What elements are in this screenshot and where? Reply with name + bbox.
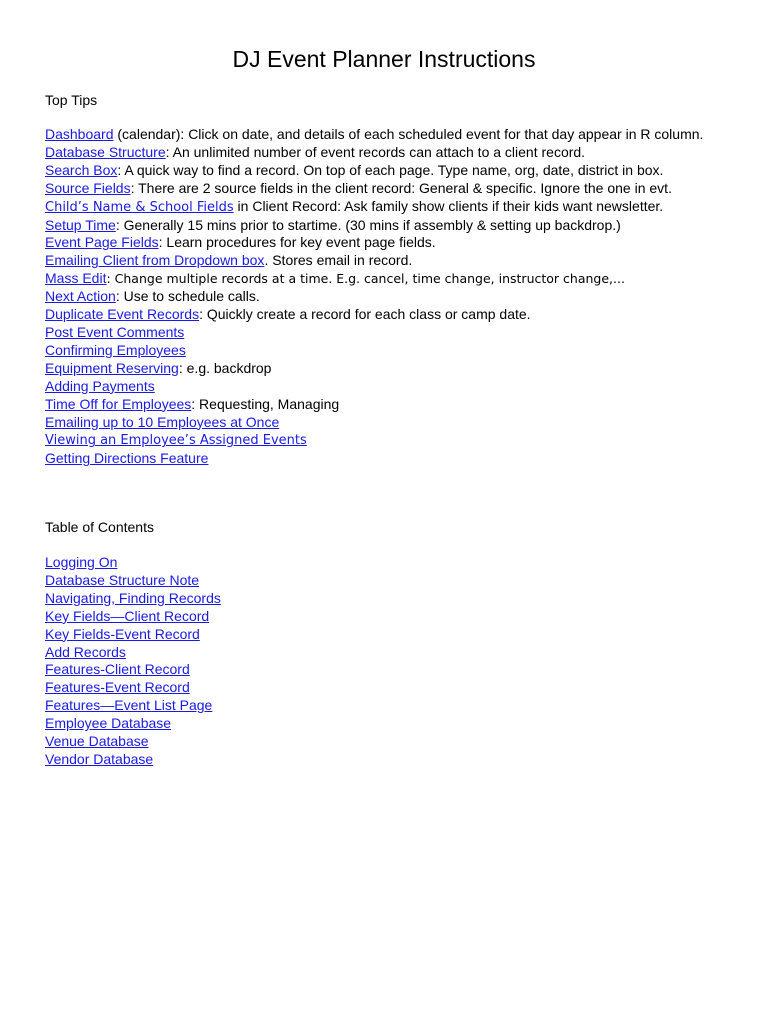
tip-description: : A quick way to find a record. On top of each page. Type name, org, date, district in box.: [117, 161, 664, 178]
tip-link-adding-payments[interactable]: Adding Payments: [45, 377, 155, 394]
tip-item: [45, 342, 735, 360]
toc-link-logging-on[interactable]: Logging On: [45, 554, 118, 570]
tip-item: [45, 162, 735, 180]
toc-item: [45, 590, 735, 608]
toc-item: [45, 572, 735, 590]
tip-item: [45, 414, 735, 432]
page-title: DJ Event Planner Instructions: [232, 46, 536, 72]
tip-item: [45, 217, 735, 235]
toc-link-features-event-record[interactable]: Features-Event Record: [45, 679, 190, 696]
toc-link-key-fields-event-record[interactable]: Key Fields-Event Record: [45, 625, 200, 642]
toc-item: [45, 661, 735, 679]
tip-description: : Change multiple records at a time. E.g. cancel, time change, instructor change,...: [106, 271, 625, 287]
toc-link-employee-database[interactable]: Employee Database: [45, 715, 172, 732]
tip-link-source-fields[interactable]: Source Fields: [45, 179, 131, 196]
toc-item: [45, 697, 735, 715]
toc-item: [45, 715, 735, 733]
tip-link-search-box[interactable]: Search Box: [45, 161, 118, 178]
tip-item: [45, 198, 735, 217]
top-tips-list: [45, 126, 735, 468]
tip-link-emailing-client-dropdown[interactable]: Emailing Client from Dropdown box: [45, 252, 265, 269]
tip-link-database-structure[interactable]: Database Structure: [45, 143, 166, 160]
tip-description: : Learn procedures for key event page fields.: [158, 234, 436, 251]
toc-item: [45, 751, 735, 769]
toc-item: [45, 608, 735, 626]
toc-link-navigating-finding-records[interactable]: Navigating, Finding Records: [45, 589, 221, 606]
tip-link-setup-time[interactable]: Setup Time: [45, 216, 116, 233]
tip-item: [45, 126, 735, 144]
toc-link-features-client-record[interactable]: Features-Client Record: [45, 661, 190, 678]
tip-link-event-page-fields[interactable]: Event Page Fields: [45, 234, 159, 251]
tip-item: [45, 306, 735, 324]
tip-item: [45, 431, 735, 450]
tip-description: : Quickly create a record for each class or camp date.: [199, 306, 531, 323]
toc-item: [45, 733, 735, 751]
tip-item: [45, 360, 735, 378]
tip-link-confirming-employees[interactable]: Confirming Employees: [45, 341, 186, 358]
tip-link-emailing-10-employees[interactable]: Emailing up to 10 Employees at Once: [45, 413, 280, 430]
table-of-contents: [45, 554, 735, 769]
tip-link-mass-edit[interactable]: Mass Edit: [45, 270, 107, 287]
tip-item: [45, 252, 735, 270]
toc-link-database-structure-note[interactable]: Database Structure Note: [45, 571, 200, 588]
toc-link-vendor-database[interactable]: Vendor Database: [45, 750, 154, 767]
tip-description: (calendar): Click on date, and details of each scheduled event for that day appear in R column.: [113, 126, 704, 142]
tip-link-childs-name-school-fields[interactable]: Child’s Name & School Fields: [45, 199, 234, 215]
tip-item: [45, 324, 735, 342]
toc-item: [45, 679, 735, 697]
tip-link-post-event-comments[interactable]: Post Event Comments: [45, 323, 185, 340]
toc-link-venue-database[interactable]: Venue Database: [45, 733, 149, 750]
tip-item: [45, 396, 735, 414]
tip-description: : Use to schedule calls.: [115, 288, 260, 305]
tip-item: [45, 234, 735, 252]
tip-item: [45, 450, 735, 468]
tip-link-equipment-reserving[interactable]: Equipment Reserving: [45, 359, 179, 376]
tip-link-getting-directions[interactable]: Getting Directions Feature: [45, 450, 209, 467]
tip-item: [45, 144, 735, 162]
tip-description: : e.g. backdrop: [178, 359, 272, 376]
toc-item: [45, 554, 735, 572]
tip-description: : There are 2 source fields in the client record: General & specific. Ignore the one in evt.: [130, 179, 672, 196]
tip-link-duplicate-event-records[interactable]: Duplicate Event Records: [45, 306, 200, 323]
tip-description: : Requesting, Managing: [191, 395, 340, 412]
toc-link-features-event-list-page[interactable]: Features—Event List Page: [45, 697, 213, 714]
toc-item: [45, 644, 735, 662]
toc-heading: Table of Contents: [45, 519, 154, 535]
tip-item: [45, 378, 735, 396]
toc-link-key-fields-client-record[interactable]: Key Fields—Client Record: [45, 607, 210, 624]
tip-description: : Generally 15 mins prior to startime. (30 mins if assembly & setting up backdrop.): [115, 216, 621, 233]
tip-link-next-action[interactable]: Next Action: [45, 288, 116, 305]
tip-description: . Stores email in record.: [264, 252, 413, 269]
tip-description: : An unlimited number of event records can attach to a client record.: [165, 143, 586, 160]
toc-link-add-records[interactable]: Add Records: [45, 643, 126, 660]
toc-item: [45, 626, 735, 644]
tip-link-dashboard[interactable]: Dashboard: [45, 126, 114, 142]
tip-item: [45, 180, 735, 198]
tip-description: in Client Record: Ask family show clients if their kids want newsletter.: [233, 197, 664, 214]
tip-item: [45, 288, 735, 306]
tip-link-time-off-employees[interactable]: Time Off for Employees: [45, 395, 192, 412]
tip-item: [45, 270, 735, 288]
tip-link-viewing-assigned-events[interactable]: Viewing an Employee’s Assigned Events: [45, 433, 307, 449]
top-tips-heading: Top Tips: [45, 92, 98, 108]
